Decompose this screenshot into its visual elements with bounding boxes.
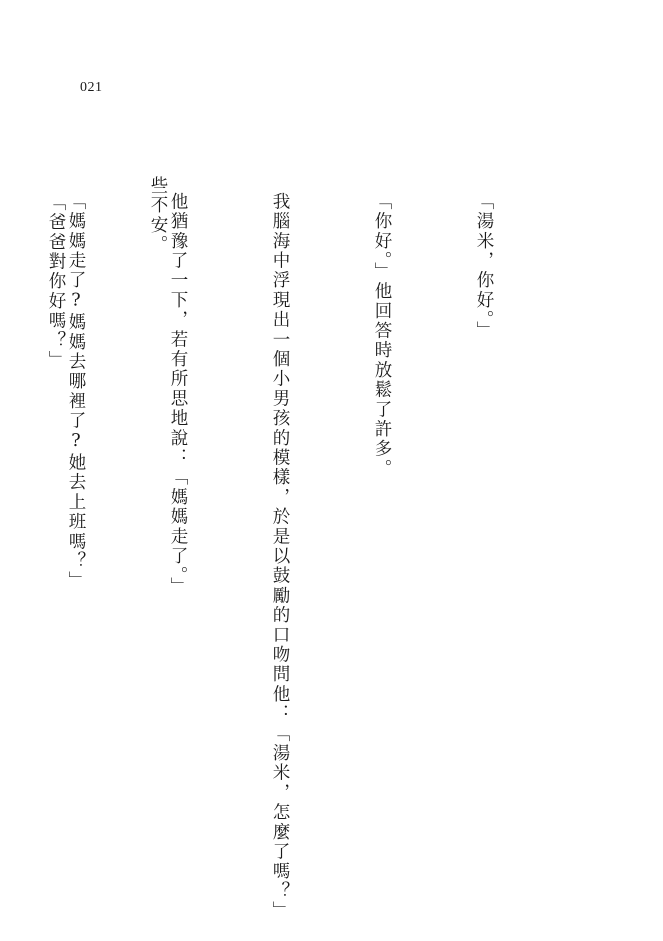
text-line: 他猶豫了一下，若有所思地說：「媽媽走了。」	[168, 192, 188, 597]
text-line: 我腦海中浮現出一個小男孩的模樣，於是以鼓勵的口吻問他：「湯米，怎麼了嗎？」	[270, 192, 290, 921]
body-text-tail	[0, 176, 243, 892]
page-number: 021	[80, 80, 103, 95]
text-line: 「媽媽走了?媽媽去哪裡了?她去上班嗎？」	[66, 192, 86, 591]
text-line: 「湯米，你好。」	[474, 192, 494, 341]
text-line: 「你好。」他回答時放鬆了許多。	[372, 192, 392, 479]
text-line: 「爸爸對你好嗎？」	[46, 193, 66, 371]
text-line: 些不安。	[148, 176, 168, 255]
